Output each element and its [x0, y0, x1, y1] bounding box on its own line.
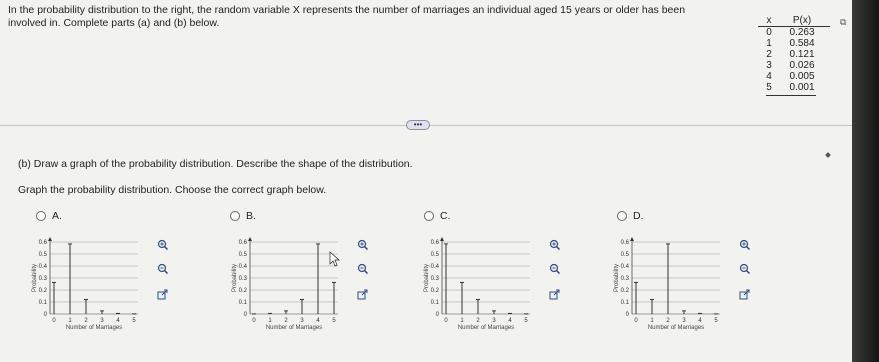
x-tick-label: 2: [84, 318, 88, 324]
x-axis-label: Number of Marriages: [65, 325, 123, 331]
x-tick-label: 3: [682, 318, 686, 324]
x-tick-label: 0: [252, 318, 256, 324]
x-tick-label: 1: [268, 318, 272, 324]
chart-b-svg: [230, 236, 390, 356]
part-b-prompt: (b) Draw a graph of the probability distribution. Describe the shape of the distribution.: [18, 158, 413, 170]
x-tick-label: 3: [492, 318, 496, 324]
y-tick-label: 0.6: [620, 240, 629, 246]
x-tick-label: 5: [524, 318, 528, 324]
x-tick-label: 1: [650, 318, 654, 324]
graph-option-b: [230, 236, 390, 356]
cell-p: 0.026: [789, 60, 815, 71]
table-row: [758, 71, 830, 82]
option-d-label: D.: [633, 210, 644, 222]
y-tick-label: 0.1: [238, 300, 247, 306]
x-tick-label: 4: [698, 318, 702, 324]
y-tick-label: 0.3: [620, 276, 629, 282]
option-b[interactable]: [230, 210, 256, 222]
zoom-out-icon[interactable]: [741, 265, 750, 274]
cell-p: 0.121: [789, 49, 815, 60]
radio-option-b[interactable]: [230, 211, 240, 221]
intro-line-1: In the probability distribution to the right, the random variable X represents the number of marriages an individual aged 15 years or older has been: [8, 4, 686, 16]
distribution-table: [758, 14, 830, 96]
y-tick-label: 0.2: [620, 288, 629, 294]
zoom-in-icon[interactable]: [159, 241, 168, 250]
zoom-out-handle: [747, 271, 750, 274]
copy-icon[interactable]: ⧉: [840, 17, 847, 27]
y-tick-label: 0.1: [38, 300, 47, 306]
open-external-icon[interactable]: [740, 290, 749, 299]
zoom-in-icon[interactable]: [551, 241, 560, 250]
option-b-label: B.: [246, 210, 256, 222]
graph-option-d: [612, 236, 772, 356]
x-tick-label: 5: [714, 318, 718, 324]
expand-button[interactable]: •••: [406, 120, 430, 130]
x-tick-label: 4: [116, 318, 120, 324]
cell-x: 2: [766, 49, 772, 60]
zoom-out-handle: [557, 271, 560, 274]
open-external-icon[interactable]: [550, 290, 559, 299]
y-tick-label: 0.4: [620, 264, 629, 270]
cell-x: 0: [766, 27, 772, 38]
scroll-caret-icon[interactable]: [825, 152, 831, 158]
x-tick-label: 4: [508, 318, 512, 324]
y-tick-label: 0.6: [430, 240, 439, 246]
radio-option-a[interactable]: [36, 211, 46, 221]
y-tick-label: 0.4: [38, 264, 47, 270]
y-tick-label: 0.5: [238, 252, 247, 258]
cell-p: 0.005: [789, 71, 815, 82]
x-axis-label: Number of Marriages: [647, 325, 705, 331]
table-row: [758, 38, 830, 49]
col-x-header: x: [766, 15, 772, 26]
y-axis-label: Probability: [424, 263, 430, 293]
y-tick-label: 0: [43, 312, 47, 318]
x-tick-label: 4: [316, 318, 320, 324]
y-tick-label: 0.5: [38, 252, 47, 258]
option-c-label: C.: [440, 210, 451, 222]
y-axis-arrow-icon: [440, 237, 444, 241]
zoom-out-icon[interactable]: [159, 265, 168, 274]
y-tick-label: 0.6: [238, 240, 247, 246]
y-axis-label: Probability: [614, 263, 620, 293]
y-tick-label: 0.4: [238, 264, 247, 270]
option-a-label: A.: [52, 210, 62, 222]
zoom-out-icon[interactable]: [359, 265, 368, 274]
y-tick-label: 0.1: [620, 300, 629, 306]
question-intro: [8, 4, 748, 30]
zoom-in-handle: [747, 247, 750, 250]
x-tick-label: 5: [332, 318, 336, 324]
table-row: [758, 49, 830, 60]
open-external-icon[interactable]: [358, 290, 367, 299]
cell-p: 0.584: [789, 38, 815, 49]
y-tick-label: 0.3: [38, 276, 47, 282]
y-tick-label: 0.3: [238, 276, 247, 282]
y-tick-label: 0.4: [430, 264, 439, 270]
zoom-out-handle: [365, 271, 368, 274]
y-tick-label: 0.2: [238, 288, 247, 294]
option-d[interactable]: [617, 210, 644, 222]
y-tick-label: 0.1: [430, 300, 439, 306]
cell-x: 3: [766, 60, 772, 71]
option-a[interactable]: [36, 210, 62, 222]
chart-a-svg: [30, 236, 190, 356]
radio-option-d[interactable]: [617, 211, 627, 221]
cell-p: 0.263: [789, 27, 815, 38]
y-tick-label: 0.2: [38, 288, 47, 294]
x-tick-label: 3: [300, 318, 304, 324]
y-axis-arrow-icon: [630, 237, 634, 241]
table-row: [758, 27, 830, 38]
x-tick-label: 2: [476, 318, 480, 324]
table-row: [758, 82, 830, 93]
table-bottom-rule: [766, 93, 816, 96]
cell-x: 1: [766, 38, 772, 49]
x-tick-label: 2: [284, 318, 288, 324]
x-tick-label: 3: [100, 318, 104, 324]
option-c[interactable]: [424, 210, 451, 222]
right-edge-dark-area: [852, 0, 879, 362]
y-axis-label: Probability: [32, 263, 38, 293]
y-axis-arrow-icon: [248, 237, 252, 241]
zoom-in-handle: [165, 247, 168, 250]
chart-c-svg: [422, 236, 582, 356]
graph-option-c: [422, 236, 582, 356]
intro-line-2: involved in. Complete parts (a) and (b) below.: [8, 17, 220, 29]
zoom-in-handle: [557, 247, 560, 250]
y-axis-label: Probability: [232, 263, 238, 293]
x-axis-label: Number of Marriages: [457, 325, 515, 331]
chart-d-svg: [612, 236, 772, 356]
graph-option-a: [30, 236, 190, 356]
x-tick-label: 0: [444, 318, 448, 324]
graph-instruction: Graph the probability distribution. Choose the correct graph below.: [18, 184, 327, 196]
y-tick-label: 0.2: [430, 288, 439, 294]
x-tick-label: 1: [68, 318, 72, 324]
x-tick-label: 5: [132, 318, 136, 324]
y-tick-label: 0: [243, 312, 247, 318]
y-tick-label: 0.5: [430, 252, 439, 258]
zoom-out-icon[interactable]: [551, 265, 560, 274]
y-tick-label: 0.6: [38, 240, 47, 246]
y-tick-label: 0: [625, 312, 629, 318]
y-tick-label: 0.3: [430, 276, 439, 282]
cell-x: 4: [766, 71, 772, 82]
radio-option-c[interactable]: [424, 211, 434, 221]
zoom-in-handle: [365, 247, 368, 250]
table-row: [758, 60, 830, 71]
table-header: [758, 14, 830, 27]
zoom-in-icon[interactable]: [741, 241, 750, 250]
cell-x: 5: [766, 82, 772, 93]
y-axis-arrow-icon: [48, 237, 52, 241]
zoom-in-icon[interactable]: [359, 241, 368, 250]
cell-p: 0.001: [789, 82, 815, 93]
x-tick-label: 2: [666, 318, 670, 324]
y-tick-label: 0.5: [620, 252, 629, 258]
x-tick-label: 0: [634, 318, 638, 324]
zoom-out-handle: [165, 271, 168, 274]
y-tick-label: 0: [435, 312, 439, 318]
open-external-icon[interactable]: [158, 290, 167, 299]
x-tick-label: 0: [52, 318, 56, 324]
x-tick-label: 1: [460, 318, 464, 324]
x-axis-label: Number of Marriages: [265, 325, 323, 331]
col-px-header: P(x): [792, 15, 812, 26]
